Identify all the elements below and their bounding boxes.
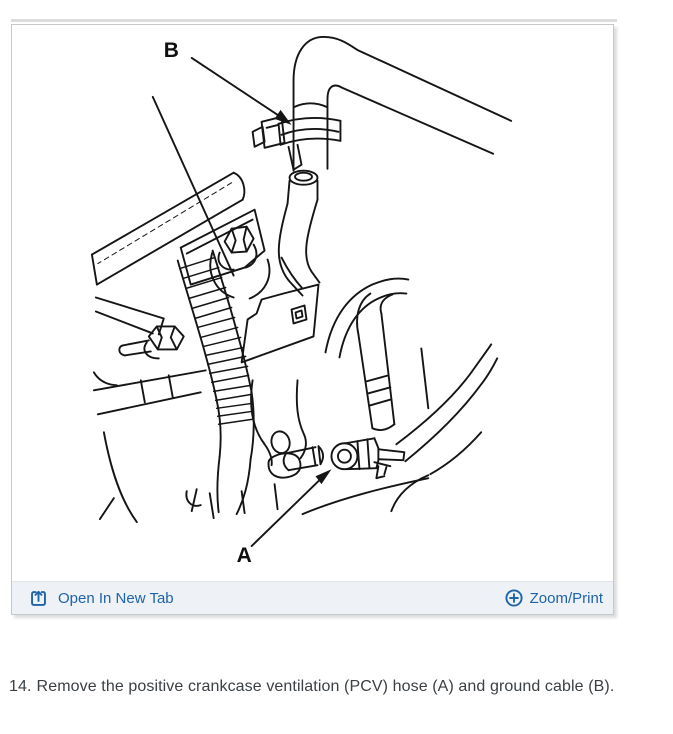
figure-card: [11, 24, 614, 615]
step-number: 14.: [9, 678, 32, 695]
engine-diagram: [12, 25, 613, 581]
arrow-to-a: [252, 478, 322, 546]
figure-toolbar: [12, 581, 613, 614]
open-in-new-tab-label: Open In New Tab: [58, 589, 174, 607]
arrow-to-b: [192, 58, 278, 115]
engine-diagram-svg: [12, 25, 613, 581]
diagram-label-a: A: [236, 544, 252, 568]
open-in-new-tab-icon: [29, 589, 48, 608]
diagram-label-b: B: [163, 38, 179, 62]
open-in-new-tab-link[interactable]: [29, 589, 174, 608]
step-item: [9, 678, 669, 696]
zoom-print-label: Zoom/Print: [529, 589, 603, 607]
zoom-plus-icon: [504, 588, 524, 608]
zoom-print-link[interactable]: [504, 588, 603, 608]
step-text: Remove the positive crankcase ventilation (PCV) hose (A) and ground cable (B).: [36, 678, 615, 695]
top-divider: [11, 19, 617, 22]
